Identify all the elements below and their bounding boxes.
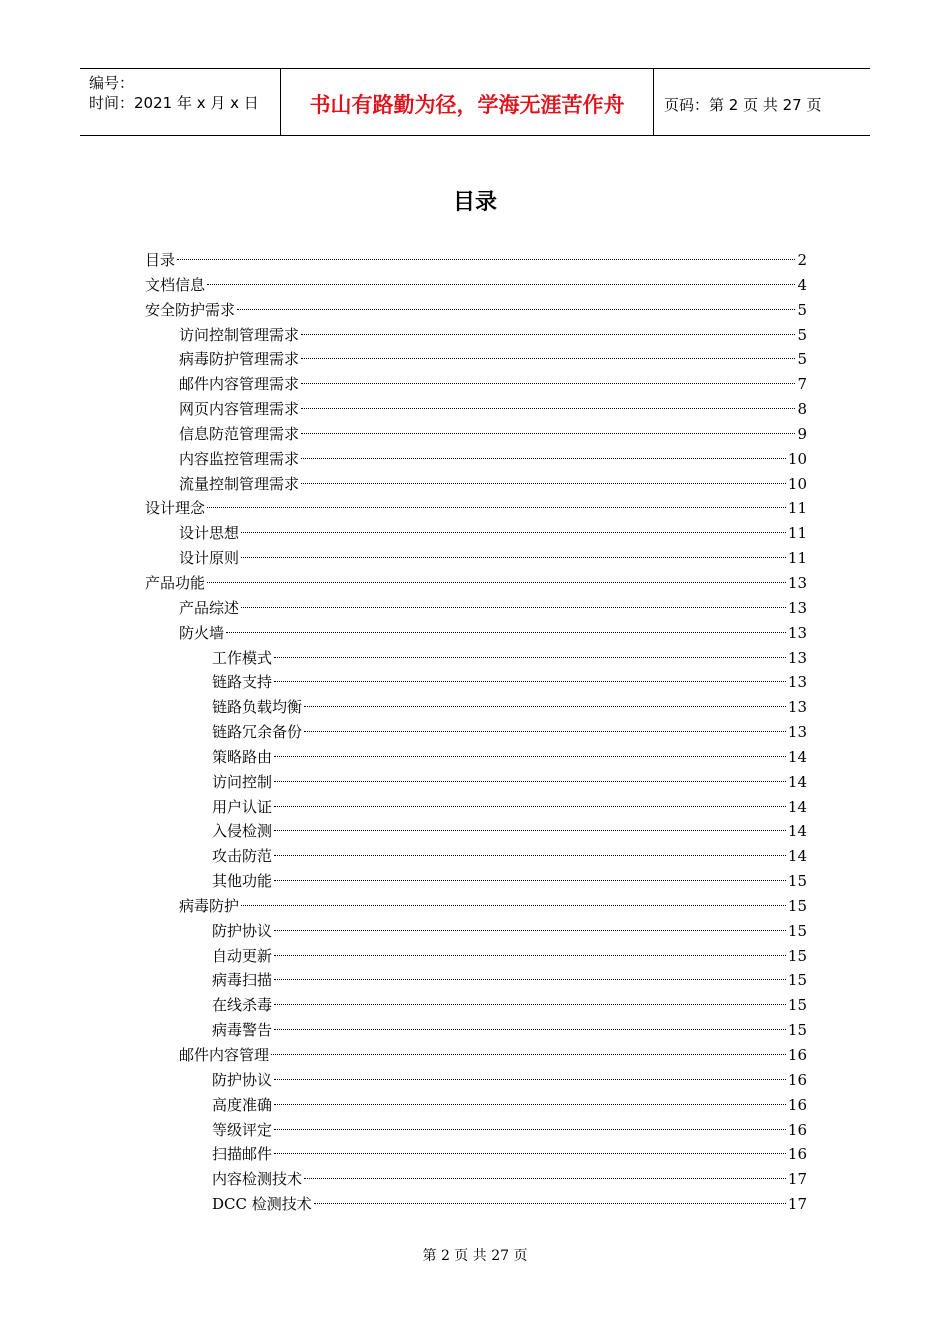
toc-entry[interactable] [145, 968, 807, 993]
toc-entry[interactable] [145, 496, 807, 521]
toc-entry[interactable] [145, 646, 807, 671]
toc-entry-label: 访问控制 [212, 772, 273, 791]
toc-entry-page-number: 5 [797, 300, 807, 319]
toc-entry-label: 在线杀毒 [212, 996, 273, 1015]
toc-entry[interactable] [145, 919, 807, 944]
toc-entry-label: 内容检测技术 [212, 1170, 303, 1189]
toc-entry-page-number: 16 [787, 1046, 807, 1064]
toc-dot-leader [207, 507, 786, 508]
toc-entry-page-number: 13 [787, 648, 807, 667]
toc-entry[interactable] [145, 894, 807, 919]
toc-entry-label: 工作模式 [212, 648, 273, 667]
toc-entry[interactable] [145, 745, 807, 770]
toc-entry[interactable] [145, 795, 807, 820]
toc-entry-page-number: 11 [787, 524, 807, 543]
toc-dot-leader [207, 284, 795, 285]
toc-dot-leader [274, 979, 786, 980]
toc-dot-leader [207, 582, 786, 583]
toc-entry-page-number: 10 [787, 449, 807, 468]
toc-entry[interactable] [145, 621, 807, 646]
toc-dot-leader [274, 657, 786, 658]
toc-entry-page-number: 10 [787, 474, 807, 493]
document-time-label: 时间：2021 年 x 月 x 日 [89, 94, 259, 112]
toc-entry-label: 自动更新 [212, 946, 273, 965]
toc-entry-label: 高度准确 [212, 1095, 273, 1114]
toc-entry-label: 病毒防护管理需求 [179, 350, 300, 369]
toc-entry[interactable] [145, 1142, 807, 1167]
header-meta [80, 69, 281, 135]
toc-entry[interactable] [145, 670, 807, 695]
toc-entry-page-number: 5 [797, 350, 807, 369]
toc-entry[interactable] [145, 819, 807, 844]
toc-entry-label: 设计思想 [179, 524, 240, 543]
page-footer: 第 2 页 共 27 页 [422, 1248, 528, 1264]
toc-entry-page-number: 13 [787, 598, 807, 617]
toc-entry[interactable] [145, 944, 807, 969]
toc-dot-leader [314, 1203, 786, 1204]
toc-entry-label: 扫描邮件 [212, 1145, 273, 1164]
toc-entry[interactable] [145, 273, 807, 298]
toc-entry[interactable] [145, 1018, 807, 1043]
toc-entry-label: 访问控制管理需求 [179, 325, 300, 344]
toc-entry-page-number: 7 [797, 375, 807, 394]
page-header [80, 68, 870, 136]
toc-entry[interactable] [145, 770, 807, 795]
toc-dot-leader [301, 358, 795, 359]
toc-entry[interactable] [145, 844, 807, 869]
toc-dot-leader [274, 756, 786, 757]
toc-entry-label: 攻击防范 [212, 847, 273, 866]
toc-dot-leader [274, 681, 786, 682]
toc-entry-label: 防护协议 [212, 921, 273, 940]
toc-dot-leader [274, 1104, 786, 1105]
toc-entry-label: 邮件内容管理 [179, 1046, 270, 1064]
toc-entry-page-number: 15 [787, 872, 807, 891]
toc-dot-leader [304, 706, 786, 707]
toc-dot-leader [304, 731, 786, 732]
toc-dot-leader [274, 830, 786, 831]
toc-entry-page-number: 17 [787, 1170, 807, 1189]
toc-entry[interactable] [145, 1167, 807, 1192]
toc-entry-page-number: 13 [787, 698, 807, 717]
toc-entry-label: 设计原则 [179, 549, 240, 568]
toc-entry[interactable] [145, 571, 807, 596]
toc-entry[interactable] [145, 1118, 807, 1143]
toc-entry-page-number: 15 [787, 946, 807, 965]
toc-dot-leader [241, 905, 786, 906]
toc-entry[interactable] [145, 447, 807, 472]
toc-entry-label: 链路支持 [212, 673, 273, 692]
toc-entry[interactable] [145, 323, 807, 348]
toc-entry-page-number: 13 [787, 673, 807, 692]
toc-dot-leader [237, 309, 795, 310]
toc-entry[interactable] [145, 472, 807, 497]
toc-entry-label: 网页内容管理需求 [179, 400, 300, 419]
toc-entry[interactable] [145, 993, 807, 1018]
toc-entry-label: 产品功能 [145, 573, 206, 592]
toc-dot-leader [301, 433, 795, 434]
toc-dot-leader [274, 855, 786, 856]
toc-dot-leader [241, 557, 786, 558]
toc-entry-label: 链路冗余备份 [212, 723, 303, 742]
toc-dot-leader [241, 532, 786, 533]
toc-entry-page-number: 16 [787, 1120, 807, 1139]
toc-dot-leader [301, 408, 795, 409]
toc-entry-page-number: 2 [797, 251, 807, 269]
toc-entry-page-number: 14 [787, 772, 807, 791]
toc-entry-page-number: 13 [787, 573, 807, 592]
toc-entry-page-number: 15 [787, 896, 807, 915]
toc-entry[interactable] [145, 695, 807, 720]
toc-entry-page-number: 15 [787, 921, 807, 940]
toc-dot-leader [274, 1079, 786, 1080]
toc-dot-leader [274, 1129, 786, 1130]
toc-dot-leader [271, 1054, 786, 1055]
toc-dot-leader [177, 259, 795, 260]
toc-entry-label: 入侵检测 [212, 822, 273, 841]
toc-entry[interactable] [145, 1192, 807, 1217]
toc-entry[interactable] [145, 347, 807, 372]
toc-entry-label: 防护协议 [212, 1070, 273, 1089]
toc-entry-label: 策略路由 [212, 747, 273, 766]
toc-entry-page-number: 16 [787, 1095, 807, 1114]
toc-entry-page-number: 15 [787, 971, 807, 990]
toc-entry-page-number: 14 [787, 847, 807, 866]
toc-dot-leader [274, 1029, 786, 1030]
toc-dot-leader [304, 1178, 786, 1179]
document-number-label: 编号： [89, 74, 135, 92]
page-title: 目录 [452, 190, 497, 215]
toc-entry[interactable] [145, 869, 807, 894]
toc-entry-page-number: 4 [797, 275, 807, 294]
toc-entry-label: 流量控制管理需求 [179, 474, 300, 493]
toc-entry-label: 防火墙 [179, 623, 225, 642]
toc-entry-page-number: 5 [797, 325, 807, 344]
toc-entry-page-number: 15 [787, 1021, 807, 1040]
toc-entry-label: 病毒扫描 [212, 971, 273, 990]
toc-entry-page-number: 8 [797, 400, 807, 419]
toc-dot-leader [274, 806, 786, 807]
toc-entry-label: 设计理念 [145, 499, 206, 518]
toc-entry-page-number: 14 [787, 747, 807, 766]
table-of-contents [145, 248, 807, 1217]
toc-entry-label: 等级评定 [212, 1120, 273, 1139]
toc-dot-leader [274, 1004, 786, 1005]
toc-entry-page-number: 11 [787, 549, 807, 568]
toc-dot-leader [301, 383, 795, 384]
toc-dot-leader [274, 1153, 786, 1154]
toc-entry-page-number: 14 [787, 822, 807, 841]
toc-entry[interactable] [145, 521, 807, 546]
toc-dot-leader [301, 334, 795, 335]
toc-entry-page-number: 17 [787, 1195, 807, 1214]
toc-entry-page-number: 13 [787, 623, 807, 642]
toc-entry-page-number: 11 [787, 499, 807, 518]
toc-dot-leader [301, 458, 786, 459]
toc-entry[interactable] [145, 1068, 807, 1093]
toc-entry-page-number: 16 [787, 1145, 807, 1164]
toc-entry-label: 信息防范管理需求 [179, 424, 300, 443]
toc-entry[interactable] [145, 596, 807, 621]
toc-entry-label: 安全防护需求 [145, 300, 236, 319]
toc-entry[interactable] [145, 248, 807, 273]
toc-entry-page-number: 13 [787, 723, 807, 742]
toc-entry-page-number: 15 [787, 996, 807, 1015]
toc-dot-leader [274, 880, 786, 881]
toc-dot-leader [226, 632, 786, 633]
toc-entry-label: 文档信息 [145, 275, 206, 294]
header-motto: 书山有路勤为径，学海无涯苦作舟 [281, 69, 654, 135]
toc-entry-label: 产品综述 [179, 598, 240, 617]
toc-entry[interactable] [145, 298, 807, 323]
toc-entry[interactable] [145, 720, 807, 745]
toc-dot-leader [274, 781, 786, 782]
toc-entry-page-number: 16 [787, 1070, 807, 1089]
toc-dot-leader [301, 483, 786, 484]
toc-dot-leader [274, 930, 786, 931]
toc-entry-page-number: 9 [797, 424, 807, 443]
toc-entry[interactable] [145, 397, 807, 422]
toc-dot-leader [241, 607, 786, 608]
toc-entry-label: 目录 [145, 251, 176, 269]
toc-entry-label: 病毒防护 [179, 896, 240, 915]
toc-entry-label: DCC 检测技术 [212, 1195, 312, 1214]
toc-entry-label: 其他功能 [212, 872, 273, 891]
toc-entry-label: 内容监控管理需求 [179, 449, 300, 468]
toc-entry[interactable] [145, 1043, 807, 1068]
toc-entry-label: 链路负载均衡 [212, 698, 303, 717]
toc-entry-page-number: 14 [787, 797, 807, 816]
toc-entry[interactable] [145, 372, 807, 397]
toc-entry-label: 邮件内容管理需求 [179, 375, 300, 394]
toc-entry[interactable] [145, 422, 807, 447]
header-page-info: 页码：第 2 页 共 27 页 [664, 95, 822, 114]
toc-entry[interactable] [145, 546, 807, 571]
toc-entry-label: 用户认证 [212, 797, 273, 816]
toc-dot-leader [274, 955, 786, 956]
toc-entry[interactable] [145, 1093, 807, 1118]
toc-entry-label: 病毒警告 [212, 1021, 273, 1040]
